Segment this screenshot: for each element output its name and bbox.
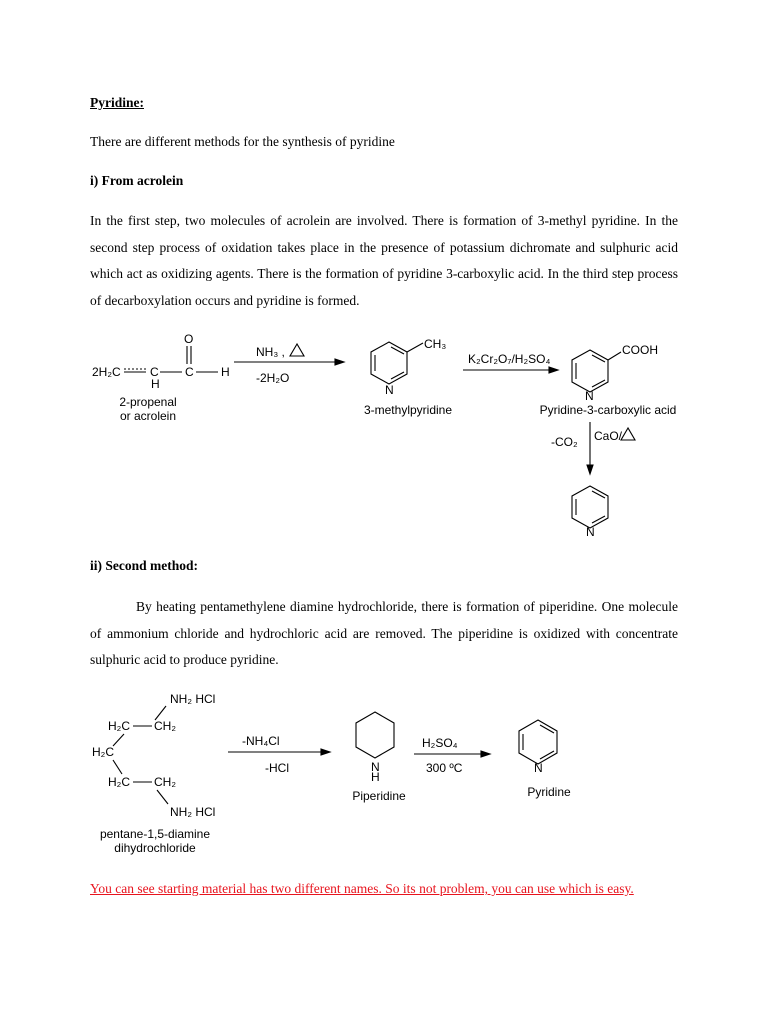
heat-triangle-icon [290,344,304,356]
acrolein-left-label: 2H₂C [92,365,121,379]
step1-byproduct-2: -HCl [265,761,289,775]
pyridine-label: Pyridine [527,785,571,799]
acid-n: N [585,389,594,403]
page-title: Pyridine: [90,95,144,110]
pyridine-n: N [586,525,595,539]
acrolein-h-label: H [221,365,230,379]
step3-reagent: CaO/ [594,429,623,443]
acrolein-o-label: O [184,332,194,346]
acrolein-c2-label: C [185,365,194,379]
ch2-1: CH₂ [154,719,176,733]
method1-paragraph: In the first step, two molecules of acrolein are involved. There is formation of 3-methyl pyridine. In the second step process of oxidation takes place in the presence of potassium dichromate and sulphuric acid which act as oxidizing agents. There is the formation of pyridine 3-carboxylic acid. In the third step process of decarboxylation occurs and pyridine is formed. [90,213,678,308]
h2c-2: H₂C [108,775,130,789]
piperidine-ring [356,712,394,758]
pyridine-ring-2 [519,720,557,764]
h2c-1: H₂C [108,719,130,733]
ch2-2: CH₂ [154,775,176,789]
piperidine-n: N [371,760,380,774]
acrolein-h-under: H [151,377,160,391]
piperidine-reaction-scheme [0,684,768,859]
acrolein-name-2: or acrolein [119,409,177,423]
methyl-substituent: CH₃ [424,337,447,351]
acrolein-name-1: 2-propenal [119,395,177,409]
method2-paragraph: By heating pentamethylene diamine hydrochloride, there is formation of piperidine. One molecule of ammonium chloride and hydrochloric acid are removed. The piperidine is oxidized with concentrate sulphuric acid to produce pyridine. [90,599,678,667]
h2c-mid: H₂C [92,745,114,759]
intro-text: There are different methods for the synthesis of pyridine [90,134,395,149]
carboxylic-acid-ring [572,350,621,392]
diamine-name-2: dihydrochloride [114,841,196,855]
methylpyridine-ring [371,342,423,384]
pyridine-n-2: N [534,761,543,775]
step3-byproduct: -CO₂ [551,435,578,449]
note-text: You can see starting material has two different names. So its not problem, you can use which is easy. [90,881,634,896]
step1-byproduct: -2H₂O [256,371,290,385]
diamine-name-1: pentane-1,5-diamine [99,827,211,841]
step1-reagent-2: -NH₄Cl [242,734,280,748]
piperidine-label: Piperidine [352,789,406,803]
step2-condition: 300 ºC [426,761,463,775]
methylpyridine-n: N [385,383,394,397]
acid-label: Pyridine-3-carboxylic acid [539,403,677,417]
step1-reagent: NH₃ , [256,345,285,359]
method2-title: ii) Second method: [90,558,198,573]
method1-title: i) From acrolein [90,173,184,188]
piperidine-h: H [371,770,380,784]
pyridine-ring [572,486,608,528]
nh2hcl-bottom: NH₂ HCl [170,805,216,819]
nh2hcl-top: NH₂ HCl [170,692,216,706]
methylpyridine-label: 3-methylpyridine [363,403,453,417]
carboxyl-substituent: COOH [622,343,658,357]
acrolein-c-label: C [150,365,159,379]
step2-reagent: K₂Cr₂O₇/H₂SO₄ [468,352,551,366]
acrolein-reaction-scheme [0,328,768,543]
step2-reagent-2: H₂SO₄ [422,736,458,750]
heat-triangle-icon [621,428,635,440]
